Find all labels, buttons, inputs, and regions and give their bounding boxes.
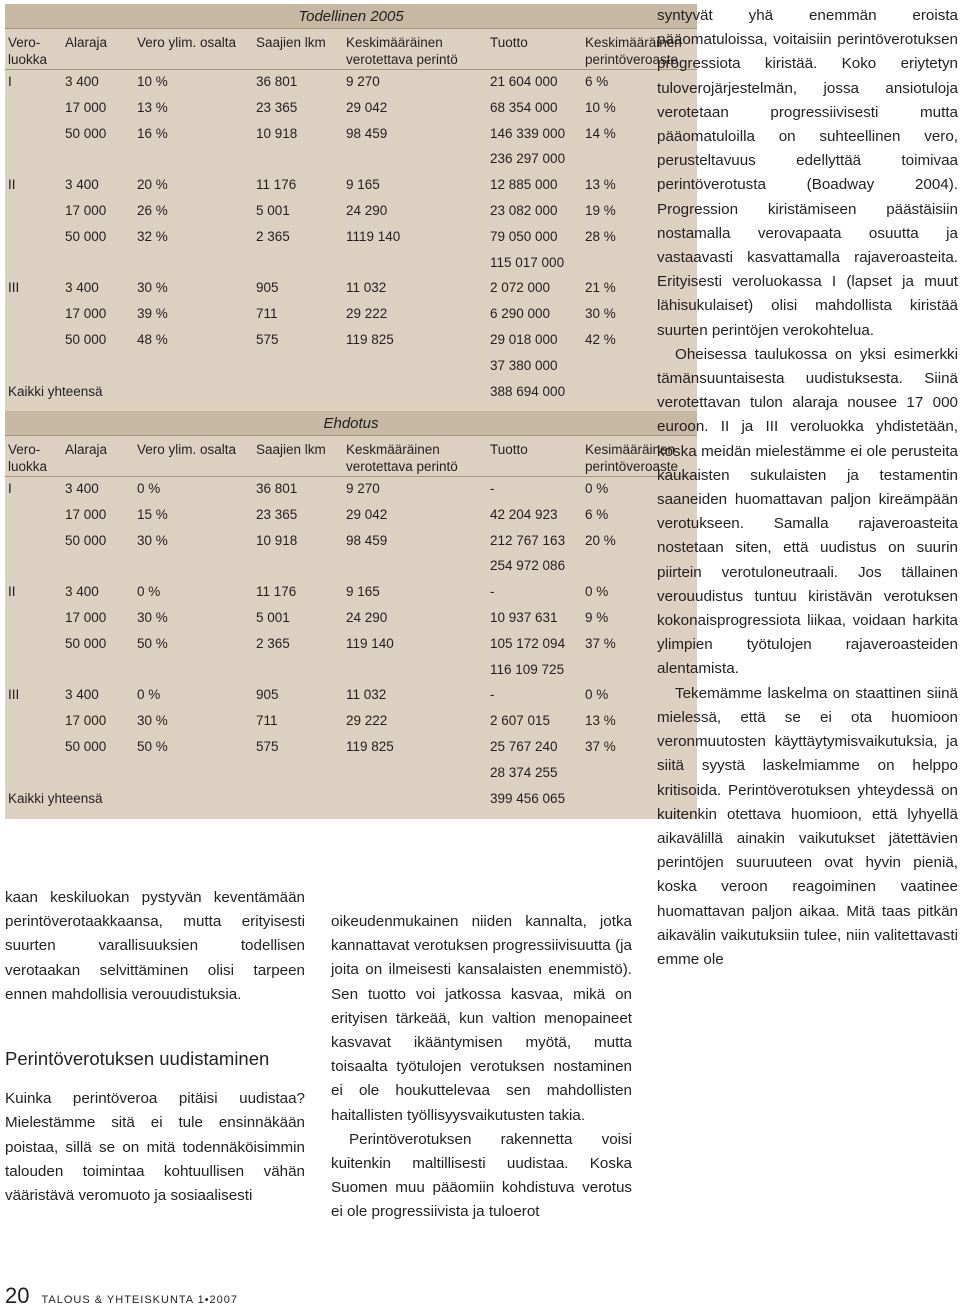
col-header: Vero- luokka (8, 35, 48, 67)
table-cell: 10 918 (256, 532, 298, 548)
table-cell: 0 % (585, 481, 609, 496)
table-cell: 6 % (585, 506, 609, 522)
table-title: Todellinen 2005 (5, 4, 697, 29)
table-cell: Kaikki yhteensä (8, 383, 103, 399)
table-cell: 12 885 000 (490, 177, 558, 193)
table-cell: 10 % (585, 99, 616, 115)
table-row (5, 122, 697, 148)
table-cell: 36 801 (256, 481, 298, 496)
table-row (5, 276, 697, 302)
table-cell: 11 176 (256, 584, 297, 600)
table-proposal (5, 411, 697, 819)
col-header: Kesimääräinen perintöveroaste (585, 442, 679, 474)
col-header: Vero- luokka (8, 442, 48, 474)
table-cell: 3 400 (65, 584, 99, 600)
table-cell: 16 % (137, 125, 168, 141)
table-cell: 3 400 (65, 687, 99, 703)
table-cell: 17 000 (65, 506, 107, 522)
table-cell: 50 000 (65, 738, 107, 754)
table-cell: 17 000 (65, 713, 107, 729)
table-row (5, 354, 697, 380)
col-header: Saajien lkm (256, 35, 326, 50)
table-cell: 3 400 (65, 280, 99, 296)
col-header: Alaraja (65, 35, 108, 50)
table-cell: 23 365 (256, 506, 298, 522)
table-cell: 20 % (137, 177, 168, 193)
article-column-left (5, 886, 305, 1208)
table-cell: 28 374 255 (490, 764, 558, 780)
table-cell: 575 (256, 331, 279, 347)
table-cell: 14 % (585, 125, 616, 141)
table-cell: 50 000 (65, 532, 107, 548)
table-row (5, 632, 697, 658)
table-cell: 68 354 000 (490, 99, 558, 115)
table-cell: 711 (256, 713, 278, 729)
table-cell: 6 290 000 (490, 306, 551, 322)
table-cell: 2 607 015 (490, 713, 551, 729)
table-cell: 2 072 000 (490, 280, 551, 296)
table-cell: 0 % (585, 687, 609, 703)
table-cell: 98 459 (346, 125, 388, 141)
col-header: Alaraja (65, 442, 108, 457)
table-cell: 17 000 (65, 306, 107, 322)
article-column-right (657, 4, 958, 972)
table-cell: 36 801 (256, 74, 298, 89)
table-cell: 9 270 (346, 74, 380, 89)
table-cell: 42 204 923 (490, 506, 558, 522)
table-cell: 30 % (585, 306, 616, 322)
table-cell: 30 % (137, 713, 168, 729)
table-cell: 11 176 (256, 177, 297, 193)
table-cell: 42 % (585, 331, 616, 347)
table-cell: 50 000 (65, 125, 107, 141)
table-row (5, 735, 697, 761)
table-cell: 29 018 000 (490, 331, 558, 347)
section-heading: Perintöverotuksen uudistaminen (5, 1048, 270, 1070)
table-row (5, 683, 697, 709)
table-row (5, 503, 697, 529)
table-cell: 29 222 (346, 306, 388, 322)
table-cell: 17 000 (65, 202, 107, 218)
page-number: 20 (5, 1283, 30, 1308)
table-cell: 28 % (585, 228, 616, 244)
table-row (5, 658, 697, 684)
table-cell: 30 % (137, 532, 168, 548)
table-row (5, 70, 697, 96)
col-header: Keskimääräinen verotettava perintö (346, 35, 458, 67)
table-cell: 116 109 725 (490, 661, 565, 677)
table-cell: Kaikki yhteensä (8, 790, 103, 806)
table-cell: 50 000 (65, 228, 107, 244)
col-header: Saajien lkm (256, 442, 326, 457)
table-cell: 1119 140 (346, 228, 401, 244)
table-row (5, 787, 697, 813)
table-cell: I (8, 74, 12, 89)
table-cell: 26 % (137, 202, 168, 218)
table-row (5, 580, 697, 606)
col-header: Vero ylim. osalta (137, 442, 237, 457)
table-cell: 39 % (137, 306, 168, 322)
table-cell: 0 % (137, 584, 161, 600)
table-cell: 388 694 000 (490, 383, 566, 399)
table-cell: 21 604 000 (490, 74, 558, 89)
table-cell: 6 % (585, 74, 609, 89)
table-cell: 17 000 (65, 99, 107, 115)
table-cell: - (490, 481, 495, 496)
table-cell: 17 000 (65, 609, 107, 625)
table-cell: 10 937 631 (490, 609, 558, 625)
paragraph: Kuinka perintöveroa pitäisi uudistaa? Mielestämme sitä ei tule ensinnäkään poistaa, sillä se on mitä todennäköisimmin talouden toimintaa kohtuullisen vähän vääristävä veromuoto ja sosiaalisesti (5, 1090, 305, 1205)
table-cell: - (490, 687, 495, 703)
table-cell: 23 082 000 (490, 202, 558, 218)
table-cell: 48 % (137, 331, 168, 347)
table-cell: - (490, 584, 495, 600)
table-cell: 23 365 (256, 99, 298, 115)
table-cell: 3 400 (65, 74, 99, 89)
page-footer (5, 1283, 238, 1309)
table-row (5, 96, 697, 122)
table-cell: 10 918 (256, 125, 298, 141)
table-cell: 3 400 (65, 177, 99, 193)
table-cell: 32 % (137, 228, 168, 244)
table-row (5, 709, 697, 735)
table-row (5, 199, 697, 225)
table-cell: 25 767 240 (490, 738, 558, 754)
table-cell: 50 % (137, 738, 168, 754)
table-row (5, 328, 697, 354)
table-cell: 119 825 (346, 331, 394, 347)
table-cell: 9 270 (346, 481, 380, 496)
table-cell: 79 050 000 (490, 228, 558, 244)
table-cell: 711 (256, 306, 278, 322)
table-cell: 212 767 163 (490, 532, 566, 548)
table-cell: 119 140 (346, 635, 394, 651)
table-cell: 20 % (585, 532, 616, 548)
table-cell: 13 % (137, 99, 168, 115)
table-header (5, 29, 697, 69)
table-row (5, 251, 697, 277)
table-cell: 10 % (137, 74, 168, 89)
table-cell: 50 % (137, 635, 168, 651)
table-row (5, 606, 697, 632)
table-cell: III (8, 280, 20, 296)
col-header: Vero ylim. osalta (137, 35, 237, 50)
table-cell: 119 825 (346, 738, 394, 754)
table-cell: 29 042 (346, 99, 388, 115)
table-body (5, 477, 697, 812)
table-cell: III (8, 687, 20, 703)
table-cell: 24 290 (346, 202, 388, 218)
table-cell: 105 172 094 (490, 635, 566, 651)
table-cell: 98 459 (346, 532, 388, 548)
table-row (5, 477, 697, 503)
paragraph: syntyvät yhä enemmän eroista pääomatuloissa, voitaisiin perintöverotuksen progressiota kiristää. Koko eriytetyn tuloverojärjestelmän, jossa ansiotuloja verotetaan progressiivisesti mutta pääomatuloilla on suhteellinen vero, perusteltavuus edellyttää toimivaa perintöverotusta (Boadway 2004). Progression kiristämiseen päästäisiin nostamalla verovapaata osuutta ja vastaavasti kasvattamalla rajaveroasteita. Erityisesti veroluokassa I (lapset ja muut lähisukulaiset) olisi mahdollista kiristää suurten perintöjen verokohtelua. (657, 7, 958, 339)
table-cell: 905 (256, 280, 279, 296)
table-actual-2005 (5, 4, 697, 412)
col-header: Tuotto (490, 35, 528, 50)
table-title: Ehdotus (5, 411, 697, 436)
table-row (5, 173, 697, 199)
table-cell: 13 % (585, 177, 616, 193)
journal-name: TALOUS & YHTEISKUNTA 1•2007 (41, 1294, 239, 1306)
table-cell: 575 (256, 738, 279, 754)
table-cell: 13 % (585, 713, 616, 729)
table-cell: 37 % (585, 635, 616, 651)
table-cell: 24 290 (346, 609, 388, 625)
table-cell: 905 (256, 687, 279, 703)
paragraph: kaan keskiluokan pystyvän keventämään perintöverotaakkaansa, mutta erityisesti suurten varallisuuksien todellisen verotaakan selvittäminen olisi tarpeen ennen mahdollisia verouudistuksia. (5, 889, 305, 1003)
table-cell: 37 % (585, 738, 616, 754)
col-header: Keskmääräinen verotettava perintö (346, 442, 458, 474)
table-row (5, 554, 697, 580)
table-cell: 399 456 065 (490, 790, 566, 806)
table-cell: 0 % (137, 481, 161, 496)
table-header (5, 436, 697, 476)
table-cell: 115 017 000 (490, 254, 565, 270)
table-cell: 11 032 (346, 280, 387, 296)
table-cell: I (8, 481, 12, 496)
table-cell: II (8, 584, 16, 600)
table-cell: 50 000 (65, 635, 107, 651)
table-cell: 146 339 000 (490, 125, 566, 141)
table-cell: 21 % (585, 280, 616, 296)
table-cell: 9 165 (346, 584, 380, 600)
table-cell: 9 % (585, 609, 609, 625)
table-row (5, 147, 697, 173)
table-cell: 29 222 (346, 713, 388, 729)
table-cell: 5 001 (256, 609, 290, 625)
article-column-middle (331, 910, 632, 1225)
table-cell: 2 365 (256, 635, 290, 651)
table-cell: II (8, 177, 16, 193)
table-cell: 50 000 (65, 331, 107, 347)
table-cell: 19 % (585, 202, 616, 218)
table-cell: 236 297 000 (490, 151, 566, 167)
table-body (5, 70, 697, 405)
table-cell: 30 % (137, 609, 168, 625)
table-cell: 29 042 (346, 506, 388, 522)
table-cell: 0 % (585, 584, 609, 600)
table-cell: 254 972 086 (490, 558, 566, 574)
table-row (5, 225, 697, 251)
table-cell: 5 001 (256, 202, 290, 218)
table-row (5, 529, 697, 555)
table-cell: 3 400 (65, 481, 99, 496)
col-header: Tuotto (490, 442, 528, 457)
table-cell: 30 % (137, 280, 168, 296)
table-row (5, 302, 697, 328)
paragraph: Tekemämme laskelma on staattinen siinä mielessä, että se ei ota huomioon veronmuutosten käyttäytymisvaikutuksia, ja siitä syystä laskelmiamme on helppo kritisoida. Perintöverotuksen yhteydessä on kuitenkin otettava huomioon, että lyhyellä aikavälillä ainakin vaikutukset jätettävien perintöjen suuruuteen ovat hyvin pieniä, koska veroon reagoiminen vaatinee huomattavan paljon aikaa. Mitä taas pitkän aikavälin vaikutuksiin tulee, niin valitettavasti emme ole (657, 684, 958, 968)
paragraph: Perintöverotuksen rakennetta voisi kuitenkin maltillisesti uudistaa. Koska Suomen muu pääomiin kohdistuva verotus ei ole progressiivista ja tuloerot (331, 1130, 632, 1221)
table-cell: 0 % (137, 687, 161, 703)
table-cell: 2 365 (256, 228, 290, 244)
table-cell: 37 380 000 (490, 357, 558, 373)
table-cell: 11 032 (346, 687, 387, 703)
col-header: Keskimääräinen perintöveroaste (585, 35, 682, 67)
paragraph: Oheisessa taulukossa on yksi esimerkki tämänsuuntaisesta uudistuksesta. Siinä verotettavan tulon alaraja nousee 17 000 euroon. II ja III veroluokka yhdistetään, koska meidän mielestämme ei ole perusteita kaukaisten sukulaisten ja testamentin saaneiden huomattavan paljon kireämpään verotukseen. Samalla rajaveroasteita nostetaan siten, että uudistus on suurin piirtein verotuloneutraali. Jos tällainen verouudistus tuntuu kiristävän verotuksen kokonaisprogressiota liikaa, voidaan harkita ylimpien työtulojen rajaveroasteiden alentamista. (657, 345, 958, 678)
table-row (5, 761, 697, 787)
table-cell: 15 % (137, 506, 168, 522)
table-row (5, 380, 697, 406)
table-cell: 9 165 (346, 177, 380, 193)
paragraph: oikeudenmukainen niiden kannalta, jotka kannattavat verotuksen progressiivisuutta (ja joita on ilmeisesti kansalaisten enemmistö). Sen tuotto voi jatkossa kasvaa, mikä on erityisen tärkeää, kun valtion menopaineet kasvavat ikääntymisen myötä, mutta toisaalta työtulojen verotuksen nostaminen ei ole houkuttelevaa sen mahdollisten haitallisten työllisyysvaikutusten takia. (331, 913, 632, 1124)
